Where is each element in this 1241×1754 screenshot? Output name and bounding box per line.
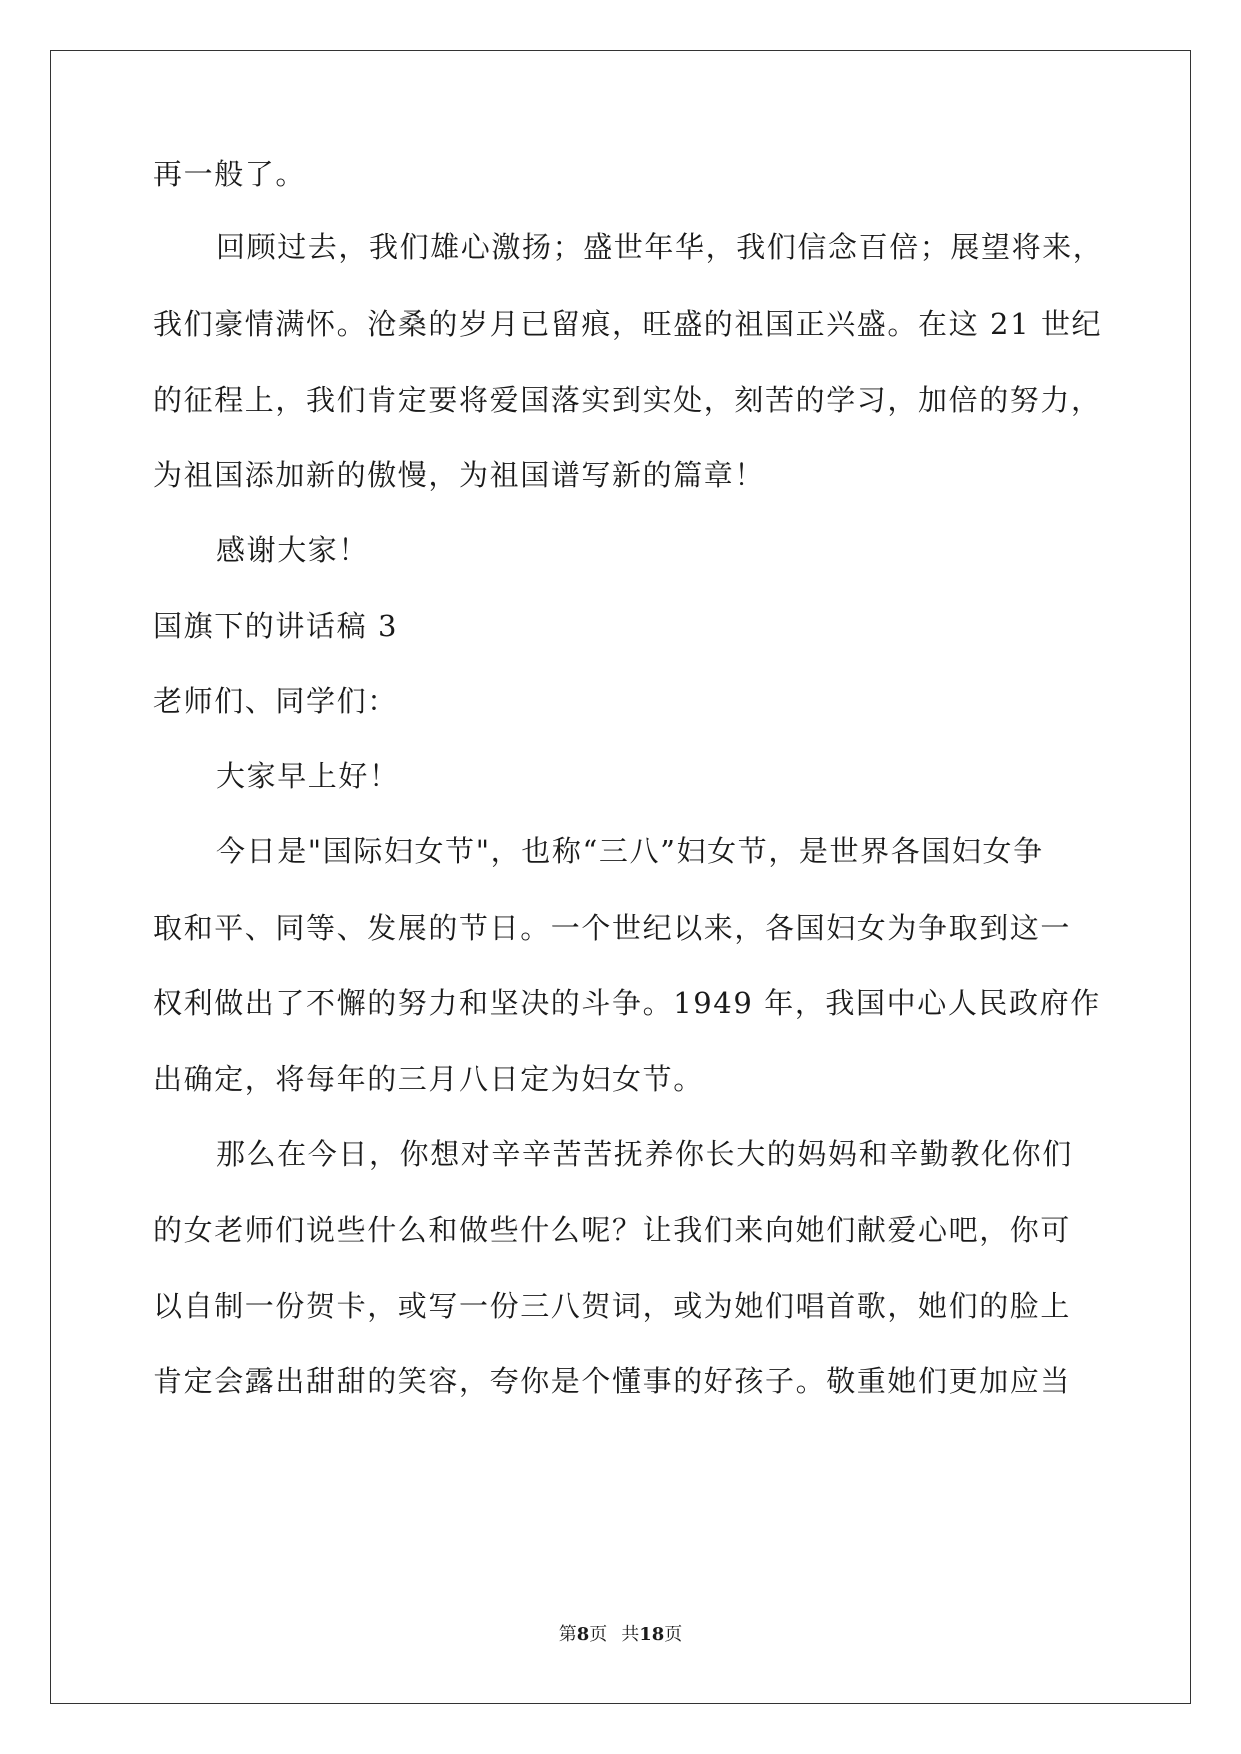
page-border bbox=[50, 50, 1191, 1704]
paragraph-line: 出确定，将每年的三月八日定为妇女节。 bbox=[153, 1062, 704, 1096]
page-prefix: 第 bbox=[558, 1624, 577, 1645]
paragraph-line: 取和平、同等、发展的节日。一个世纪以来，各国妇女为争取到这一 bbox=[153, 911, 1072, 945]
section-heading: 国旗下的讲话稿 3 bbox=[153, 609, 399, 643]
greeting: 大家早上好！ bbox=[216, 759, 400, 793]
page-footer bbox=[0, 1620, 1241, 1646]
paragraph-line: 那么在今日，你想对辛辛苦苦抚养你长大的妈妈和辛勤教化你们 bbox=[216, 1137, 1073, 1171]
total-suffix: 页 bbox=[664, 1624, 683, 1645]
paragraph-line: 回顾过去，我们雄心激扬；盛世年华，我们信念百倍；展望将来， bbox=[216, 230, 1104, 264]
total-prefix: 共 bbox=[621, 1624, 640, 1645]
paragraph-line: 以自制一份贺卡，或写一份三八贺词，或为她们唱首歌，她们的脸上 bbox=[153, 1289, 1072, 1323]
paragraph-line: 再一般了。 bbox=[153, 157, 307, 191]
paragraph-line: 我们豪情满怀。沧桑的岁月已留痕，旺盛的祖国正兴盛。在这 21 世纪 bbox=[153, 307, 1103, 341]
paragraph-line: 今日是"国际妇女节"，也称“三八”妇女节，是世界各国妇女争 bbox=[216, 834, 1044, 868]
page-suffix: 页 bbox=[589, 1624, 608, 1645]
closing-line: 感谢大家！ bbox=[216, 533, 370, 567]
total-pages: 18 bbox=[639, 1624, 665, 1645]
paragraph-line: 的女老师们说些什么和做些什么呢？让我们来向她们献爱心吧，你可 bbox=[153, 1213, 1072, 1247]
salutation: 老师们、同学们： bbox=[153, 684, 398, 718]
paragraph-line: 肯定会露出甜甜的笑容，夸你是个懂事的好孩子。敬重她们更加应当 bbox=[153, 1364, 1072, 1398]
paragraph-line: 为祖国添加新的傲慢，为祖国谱写新的篇章！ bbox=[153, 458, 766, 492]
paragraph-line: 权利做出了不懈的努力和坚决的斗争。1949 年，我国中心人民政府作 bbox=[153, 986, 1101, 1020]
paragraph-line: 的征程上，我们肯定要将爱国落实到实处，刻苦的学习，加倍的努力， bbox=[153, 383, 1102, 417]
page-number: 8 bbox=[576, 1624, 590, 1645]
